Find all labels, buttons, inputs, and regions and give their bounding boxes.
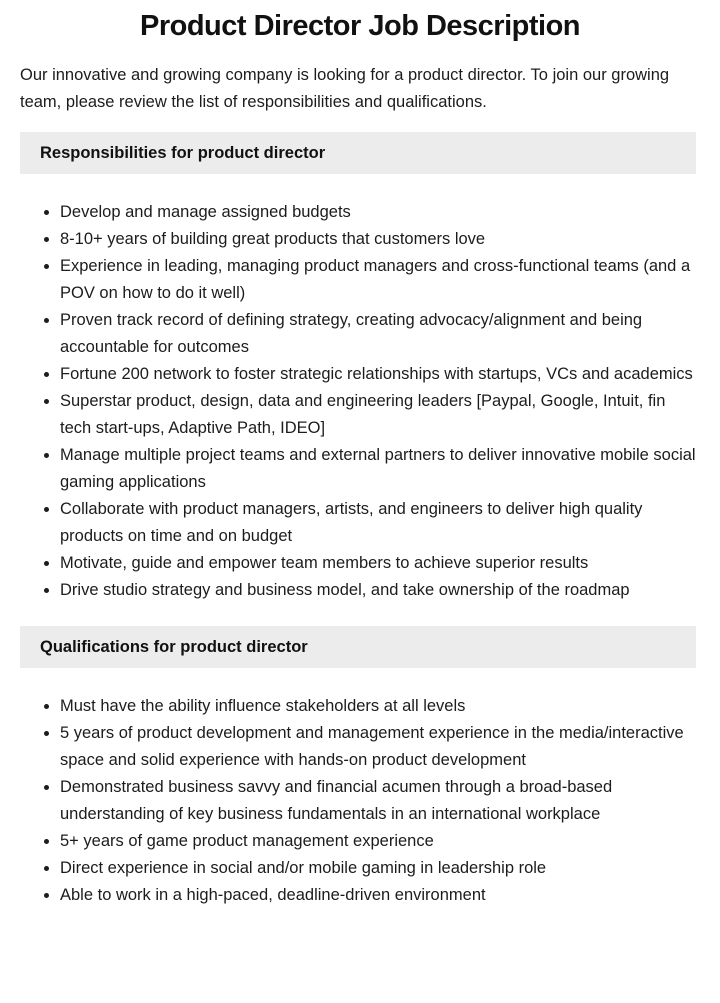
list-item: • Superstar product, design, data and engineering leaders [Paypal, Google, Intuit, fin tech start-ups, Adaptive Path, IDEO] xyxy=(60,388,698,442)
responsibilities-list xyxy=(0,199,698,604)
page-title: Product Director Job Description xyxy=(139,10,580,42)
intro-paragraph: Our innovative and growing company is looking for a product director. To join our growing team, please review the list of responsibilities and qualifications. xyxy=(20,66,670,111)
list-item: • Develop and manage assigned budgets xyxy=(60,199,698,226)
list-item: • 5 years of product development and management experience in the media/interactive space and solid experience with hands-on product development xyxy=(60,720,698,774)
list-item: • Collaborate with product managers, artists, and engineers to deliver high quality products on time and on budget xyxy=(60,496,698,550)
list-item: • Able to work in a high-paced, deadline-driven environment xyxy=(60,882,698,909)
list-item: • Demonstrated business savvy and financial acumen through a broad-based understanding of key business fundamentals in an international workplace xyxy=(60,774,698,828)
list-item: • Drive studio strategy and business model, and take ownership of the roadmap xyxy=(60,577,698,604)
list-item: • Fortune 200 network to foster strategic relationships with startups, VCs and academics xyxy=(60,361,698,388)
list-item: • Motivate, guide and empower team members to achieve superior results xyxy=(60,550,698,577)
section-heading-responsibilities: Responsibilities for product director xyxy=(20,132,696,174)
list-item: • Manage multiple project teams and external partners to deliver innovative mobile social gaming applications xyxy=(60,442,698,496)
section-heading-qualifications: Qualifications for product director xyxy=(20,626,696,668)
list-item: • 8-10+ years of building great products that customers love xyxy=(60,226,698,253)
list-item: • Experience in leading, managing product managers and cross-functional teams (and a POV on how to do it well) xyxy=(60,253,698,307)
list-item: • Direct experience in social and/or mobile gaming in leadership role xyxy=(60,855,698,882)
qualifications-list xyxy=(0,693,698,909)
list-item: • Must have the ability influence stakeholders at all levels xyxy=(60,693,698,720)
list-item: • 5+ years of game product management experience xyxy=(60,828,698,855)
list-item: • Proven track record of defining strategy, creating advocacy/alignment and being accountable for outcomes xyxy=(60,307,698,361)
